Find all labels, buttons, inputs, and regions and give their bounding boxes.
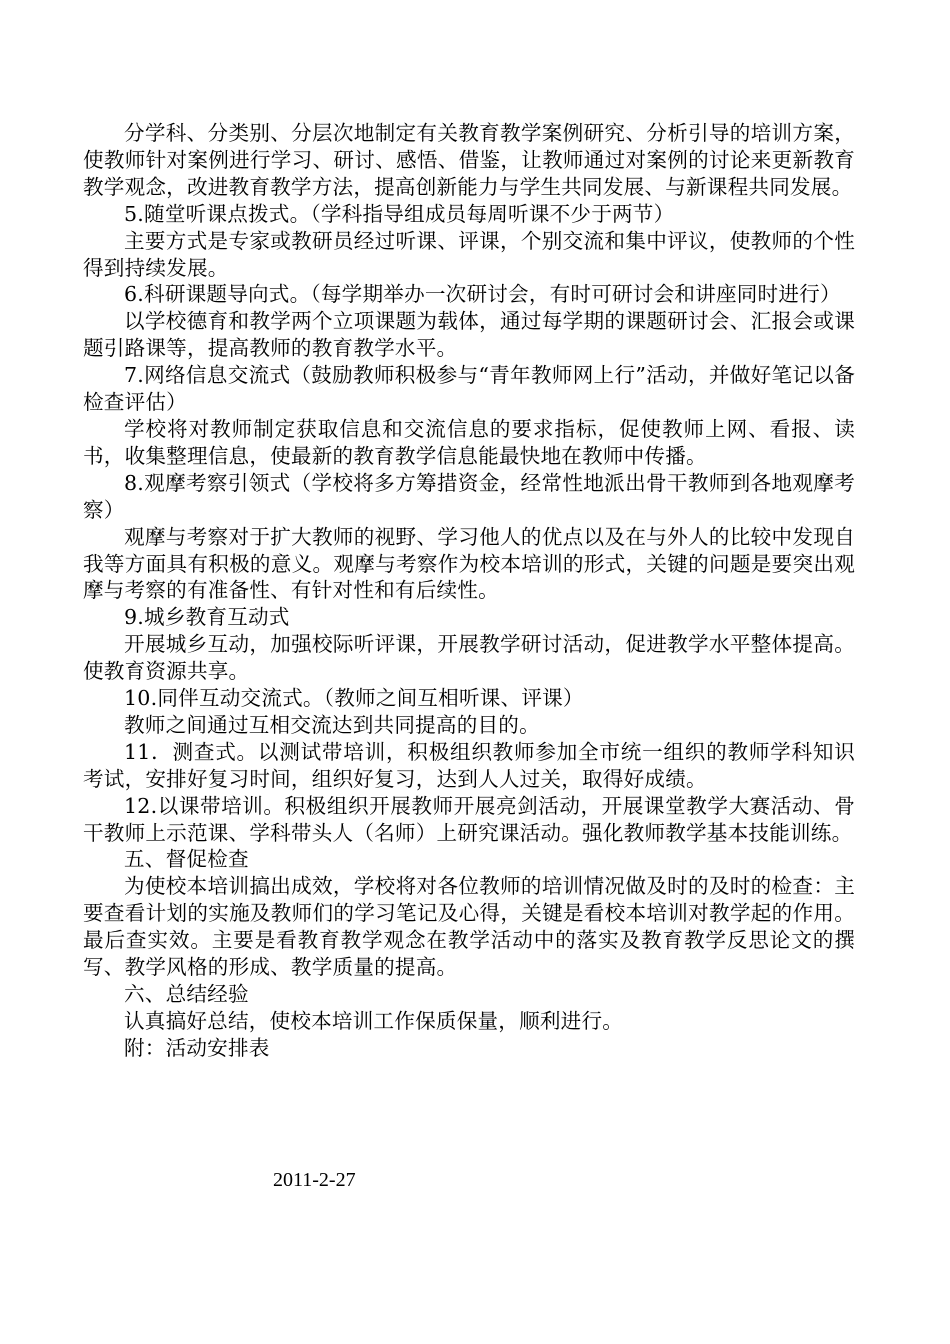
paragraph-classroom-observation: 主要方式是专家或教研员经过听课、评课，个别交流和集中评议，使教师的个性得到持续发展。 bbox=[83, 228, 855, 280]
heading-research-topic: 6.科研课题导向式。（每学期举办一次研讨会，有时可研讨会和讲座同时进行） bbox=[124, 282, 841, 307]
document-date: 2011-2-27 bbox=[273, 1169, 356, 1191]
paragraph-observation-visit: 观摩与考察对于扩大教师的视野、学习他人的优点以及在与外人的比较中发现自我等方面具有积极的意义。观摩与考察作为校本培训的形式，关键的问题是要突出观摩与考察的有准备性、有针对性和有后续性。 bbox=[83, 524, 855, 603]
document-body bbox=[83, 120, 855, 1062]
paragraph-urban-rural: 开展城乡互动，加强校际听评课，开展教学研讨活动，促进教学水平整体提高。使教育资源共享。 bbox=[83, 632, 855, 684]
paragraph-summary: 认真搞好总结，使校本培训工作保质保量，顺利进行。 bbox=[124, 1008, 624, 1033]
paragraph-research-topic: 以学校德育和教学两个立项课题为载体，通过每学期的课题研讨会、汇报会或课题引路课等，提高教师的教育教学水平。 bbox=[83, 309, 855, 361]
paragraph-case-study: 分学科、分类别、分层次地制定有关教育教学案例研究、分析引导的培训方案，使教师针对案例进行学习、研讨、感悟、借鉴，让教师通过对案例的讨论来更新教育教学观念，改进教育教学方法，提高创新能力与学生共同发展、与新课程共同发展。 bbox=[83, 121, 855, 199]
heading-peer-exchange: 10.同伴互动交流式。（教师之间互相听课、评课） bbox=[124, 686, 584, 711]
paragraph-attachment: 附：活动安排表 bbox=[124, 1035, 270, 1060]
heading-observation-visit: 8.观摩考察引领式（学校将多方筹措资金，经常性地派出骨干教师到各地观摩考察） bbox=[83, 470, 855, 522]
heading-summary: 六、总结经验 bbox=[124, 982, 249, 1006]
paragraph-lesson-training: 12.以课带培训。积极组织开展教师开展亮剑活动，开展课堂教学大赛活动、骨干教师上示范课、学科带头人（名师）上研究课活动。强化教师教学基本技能训练。 bbox=[83, 793, 855, 845]
paragraph-supervision: 为使校本培训搞出成效，学校将对各位教师的培训情况做及时的及时的检查：主要查看计划的实施及教师们的学习笔记及心得，关键是看校本培训对教学起的作用。最后查实效。主要是看教育教学观念在教学活动中的落实及教育教学反思论文的撰写、教学风格的形成、教学质量的提高。 bbox=[83, 874, 855, 980]
paragraph-testing: 11．测查式。以测试带培训，积极组织教师参加全市统一组织的教师学科知识考试，安排好复习时间，组织好复习，达到人人过关，取得好成绩。 bbox=[83, 739, 855, 791]
heading-urban-rural: 9.城乡教育互动式 bbox=[124, 605, 290, 630]
heading-network-exchange: 7.网络信息交流式（鼓励教师积极参与“青年教师网上行”活动，并做好笔记以备检查评估） bbox=[83, 363, 855, 415]
paragraph-network-exchange: 学校将对教师制定获取信息和交流信息的要求指标，促使教师上网、看报、读书，收集整理信息，使最新的教育教学信息能最快地在教师中传播。 bbox=[83, 416, 855, 468]
heading-classroom-observation: 5.随堂听课点拨式。（学科指导组成员每周听课不少于两节） bbox=[124, 201, 675, 226]
heading-supervision: 五、督促检查 bbox=[124, 847, 249, 872]
paragraph-peer-exchange: 教师之间通过互相交流达到共同提高的目的。 bbox=[124, 712, 540, 737]
